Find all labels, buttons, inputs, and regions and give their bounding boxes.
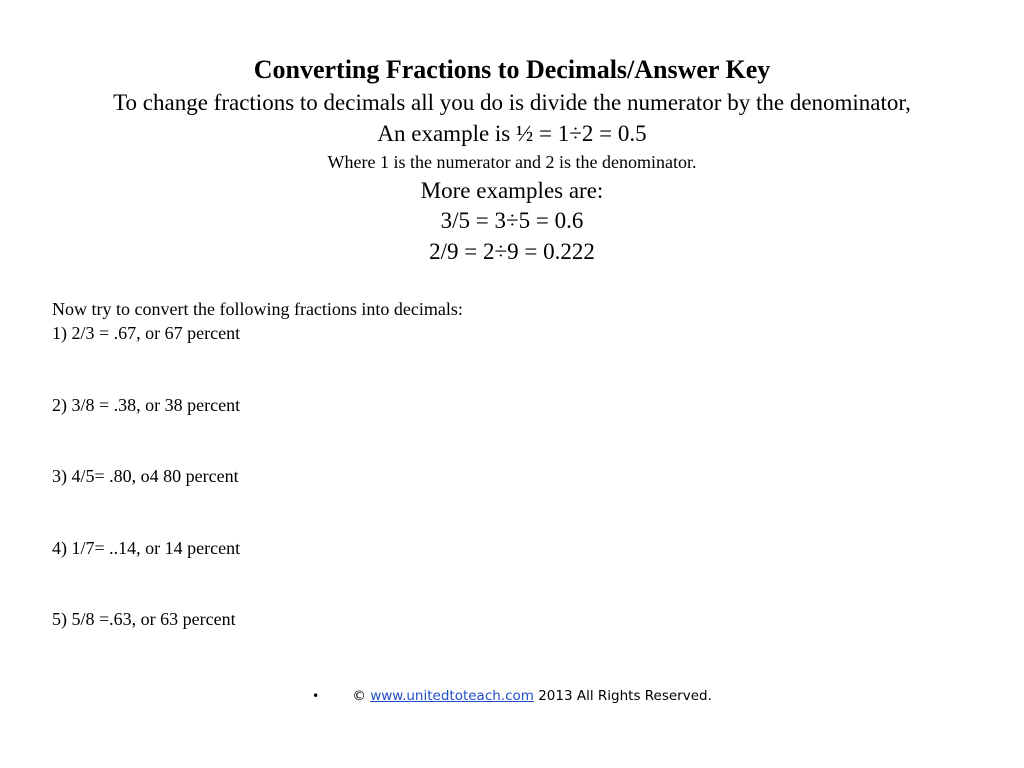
answer-item-5: 5) 5/8 =.63, or 63 percent <box>52 609 236 629</box>
intro-text: To change fractions to decimals all you do is divide the numerator by the denominator, <box>113 90 911 115</box>
footer <box>0 686 1024 706</box>
example-text: An example is ½ = 1÷2 = 0.5 <box>377 121 647 146</box>
where-text: Where 1 is the numerator and 2 is the denominator. <box>327 152 697 172</box>
more-example-1: 3/5 = 3÷5 = 0.6 <box>440 208 584 233</box>
exercise-prompt: Now try to convert the following fractions into decimals: <box>52 299 463 319</box>
website-link[interactable]: www.unitedtoteach.com <box>370 688 534 704</box>
answer-item-3: 3) 4/5= .80, o4 80 percent <box>52 466 239 486</box>
answer-item-1: 1) 2/3 = .67, or 67 percent <box>52 323 241 343</box>
answer-item-2: 2) 3/8 = .38, or 38 percent <box>52 395 241 415</box>
more-example-2: 2/9 = 2÷9 = 0.222 <box>429 239 595 264</box>
answer-item-4: 4) 1/7= ..14, or 14 percent <box>52 538 241 558</box>
more-examples-label: More examples are: <box>420 178 604 203</box>
page-title: Converting Fractions to Decimals/Answer Key <box>253 55 771 84</box>
bullet-icon: • <box>312 689 320 703</box>
copyright-symbol: © <box>352 688 366 704</box>
rights-text: 2013 All Rights Reserved. <box>538 688 712 704</box>
